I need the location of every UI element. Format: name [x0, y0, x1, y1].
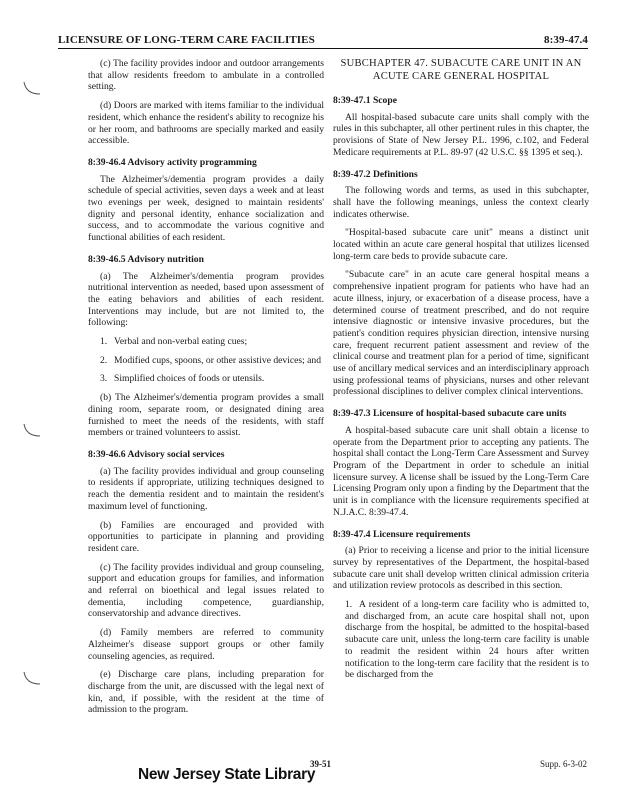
paragraph: The following words and terms, as used in this subchapter, shall have the following meanings, unless the context clearly indicates otherwise. — [333, 185, 589, 220]
section-heading: 8:39-46.4 Advisory activity programming — [88, 156, 257, 168]
paragraph: (a) The facility provides individual and group counseling to residents if appropriate, utilizing techniques designed to reach the dementia resident and to maintain the resident's maximum level of functioning. — [88, 465, 324, 512]
subchapter-title: SUBCHAPTER 47. SUBACUTE CARE UNIT IN AN ACUTE CARE GENERAL HOSPITAL — [340, 58, 582, 82]
list-item — [88, 355, 324, 367]
paragraph: (a) The Alzheimer's/dementia program provides nutritional intervention as needed, based upon assessment of the eating behaviors and abilities of each resident. Interventions may include, but are not limited to, the following: — [88, 270, 324, 329]
section-heading: 8:39-46.5 Advisory nutrition — [88, 253, 204, 265]
list-item — [88, 373, 324, 385]
list-item-text: A resident of a long-term care facility who is admitted to, and discharged from, an acute care hospital shall not, upon discharge from the hospital, be admitted to the hospital-based subacute care unit, unless the long-term care facility is unable to readmit the resident within 24 hours after written notification to the long-term care facility that the resident is to be discharged from the — [345, 599, 589, 681]
page-number: 39-51 — [310, 759, 331, 769]
list-item — [88, 336, 324, 348]
paragraph: (d) Family members are referred to community Alzheimer's disease support groups or other family counseling agencies, as required. — [88, 627, 324, 662]
section-heading: 8:39-47.4 Licensure requirements — [333, 528, 471, 540]
paragraph: The Alzheimer's/dementia program provides a daily schedule of special activities, seven days a week and at least two evenings per week, designed to maintain residents' dignity and personal identity, enhance socialization and success, and to accommodate the various cognitive and functional abilities of each resident. — [88, 173, 324, 244]
section-heading: 8:39-46.6 Advisory social services — [88, 448, 225, 460]
paragraph: (d) Doors are marked with items familiar to the individual resident, which enhance the resident's ability to recognize his or her room, and bathrooms are specially marked and easily accessible. — [88, 100, 324, 147]
paragraph: (b) Families are encouraged and provided with opportunities to participate in planning and providing resident care. — [88, 519, 324, 554]
list-item-text: Verbal and non-verbal eating cues; — [114, 336, 248, 348]
list-item — [333, 599, 589, 681]
paragraph: All hospital-based subacute care units shall comply with the rules in this subchapter, all other pertinent rules in this chapter, the provisions of State of New Jersey P.L. 1996, c.102, and Federal Medicare requirements at P.L. 89-97 (42 U.S.C. §§ 1395 et seq.). — [333, 111, 589, 158]
definition-paragraph: "Hospital-based subacute care unit" means a distinct unit located within an acute care general hospital that utilizes licensed long-term care beds to provide subacute care. — [333, 227, 589, 262]
paragraph: (e) Discharge care plans, including preparation for discharge from the unit, are discussed with the legal next of kin, and, if possible, with the resident at the time of admission to the program. — [88, 669, 324, 716]
paragraph: (a) Prior to receiving a license and prior to the initial licensure survey by representatives of the Department, the hospital-based subacute care unit shall develop written clinical admission criteria and utilization review protocols as described in this section. — [333, 545, 589, 592]
running-header — [58, 34, 588, 46]
section-heading: 8:39-47.1 Scope — [333, 95, 397, 106]
library-stamp: New Jersey State Library — [138, 766, 316, 783]
binder-hole-mark-bottom — [22, 668, 44, 690]
paragraph: (c) The facility provides indoor and outdoor arrangements that allow residents freedom to ambulate in a controlled setting. — [88, 58, 324, 93]
header-rule — [58, 48, 588, 49]
paragraph: (c) The facility provides individual and group counseling, support and education groups for families, and information and referral on bioethical and legal issues related to dementia, including competence, guardianship, conservatorship and advance directives. — [88, 561, 324, 620]
list-item-number: 1. — [100, 336, 108, 348]
paragraph: (b) The Alzheimer's/dementia program provides a small dining room, separate room, or designated dining area furnished to meet the needs of the residents, with staff members or trained volunteers to assist. — [88, 392, 324, 439]
list-item-number: 3. — [100, 373, 108, 385]
section-heading: 8:39-47.3 Licensure of hospital-based subacute care units — [333, 408, 567, 420]
header-section-number: 8:39-47.4 — [544, 34, 588, 46]
list-item-number: 2. — [100, 354, 108, 366]
binder-hole-mark-middle — [22, 420, 44, 442]
list-item-text: Simplified choices of foods or utensils. — [114, 373, 265, 385]
definition-paragraph: "Subacute care" in an acute care general hospital means a comprehensive inpatient program for patients who have had an acute illness, injury, or exacerbation of a disease process, have a determined course of treatment prescribed, and do not require intensive diagnostic or intensive invasive procedures, but the patient's condition requires physician direction, intensive nursing care, frequent recurrent patient assessment and review of the clinical course and treatment plan for a period of time, significant use of ancillary medical services and an interdisciplinary approach using professional teams of physicians, nurses and other relevant professional disciplines to deliver complex clinical interventions. — [333, 269, 589, 398]
supplement-date: Supp. 6-3-02 — [540, 759, 587, 769]
binder-hole-mark-top — [22, 78, 44, 100]
left-column — [88, 58, 324, 723]
paragraph: A hospital-based subacute care unit shall obtain a license to operate from the Department prior to accepting any patients. The hospital shall contact the Long-Term Care Assessment and Survey Program of the Department in order to schedule an initial licensure survey. A license shall be issued by the Long-Term Care Licensing Program only upon a finding by the Department that the unit is in compliance with the licensure requirements specified at N.J.A.C. 8:39-47.4. — [333, 424, 589, 518]
list-item-number: 1. — [345, 599, 353, 611]
right-column — [333, 58, 589, 688]
list-item-text: Modified cups, spoons, or other assistive devices; and — [114, 354, 322, 366]
header-title: LICENSURE OF LONG-TERM CARE FACILITIES — [58, 34, 315, 46]
section-heading: 8:39-47.2 Definitions — [333, 168, 418, 180]
